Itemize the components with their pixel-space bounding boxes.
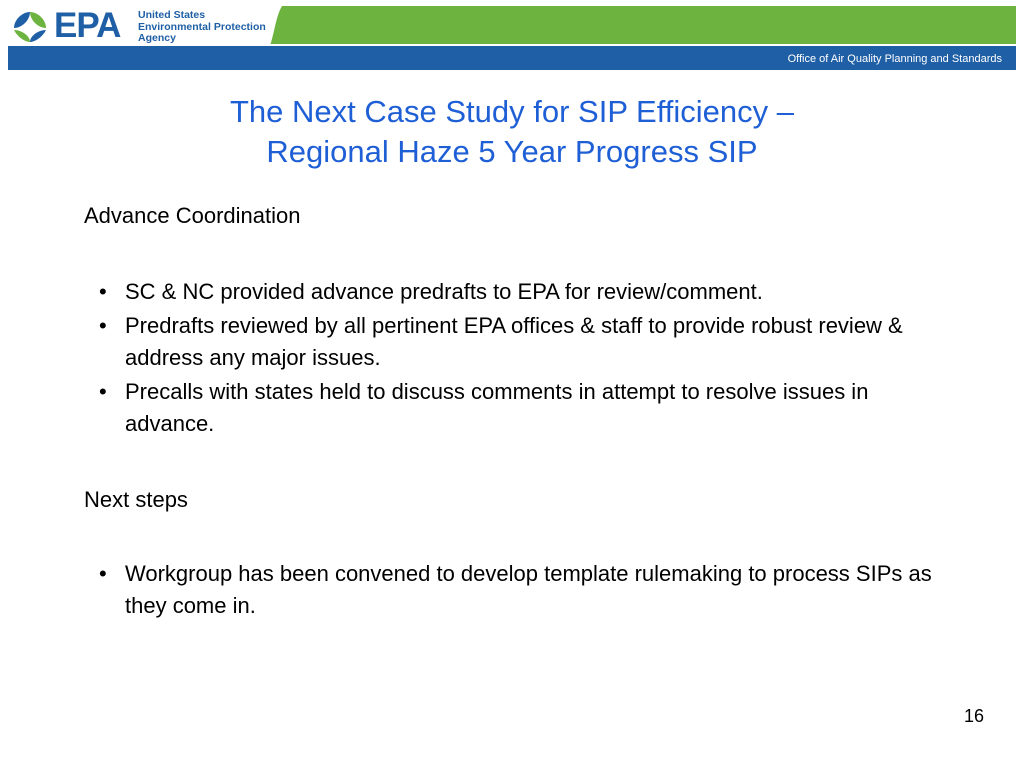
section-heading-advance-coordination: Advance Coordination (84, 203, 301, 228)
bullet-text: Precalls with states held to discuss comments in attempt to resolve issues in advance. (125, 379, 869, 436)
list-item (84, 276, 954, 308)
bullet-list-next-steps (84, 558, 954, 624)
list-item (84, 376, 954, 440)
epa-wordmark: EPA (54, 6, 121, 45)
bullet-list-advance-coordination (84, 276, 954, 442)
bullet-text: Predrafts reviewed by all pertinent EPA offices & staff to provide robust review & address any major issues. (125, 313, 903, 370)
bullet-icon: • (99, 279, 107, 304)
agency-line-2: Environmental Protection (138, 20, 266, 33)
bullet-text: SC & NC provided advance predrafts to EPA for review/comment. (125, 279, 763, 304)
office-name: Office of Air Quality Planning and Standards (787, 53, 1002, 65)
epa-flower-icon (8, 8, 52, 44)
section-heading-next-steps: Next steps (84, 487, 188, 512)
header-banner (0, 0, 1024, 72)
bullet-icon: • (99, 313, 107, 338)
agency-name (138, 10, 288, 45)
agency-line-1: United States (138, 9, 206, 21)
page-number: 16 (963, 706, 984, 726)
slide-title (0, 92, 1024, 172)
list-item (84, 558, 954, 622)
epa-logo[interactable] (8, 8, 308, 48)
bullet-text: Workgroup has been convened to develop template rulemaking to process SIPs as they come in. (125, 561, 932, 618)
list-item (84, 310, 954, 374)
bullet-icon: • (99, 379, 107, 404)
bullet-icon: • (99, 561, 107, 586)
agency-line-3: Agency (138, 32, 176, 44)
title-line-2: Regional Haze 5 Year Progress SIP (266, 134, 758, 169)
title-line-1: The Next Case Study for SIP Efficiency – (229, 94, 794, 129)
